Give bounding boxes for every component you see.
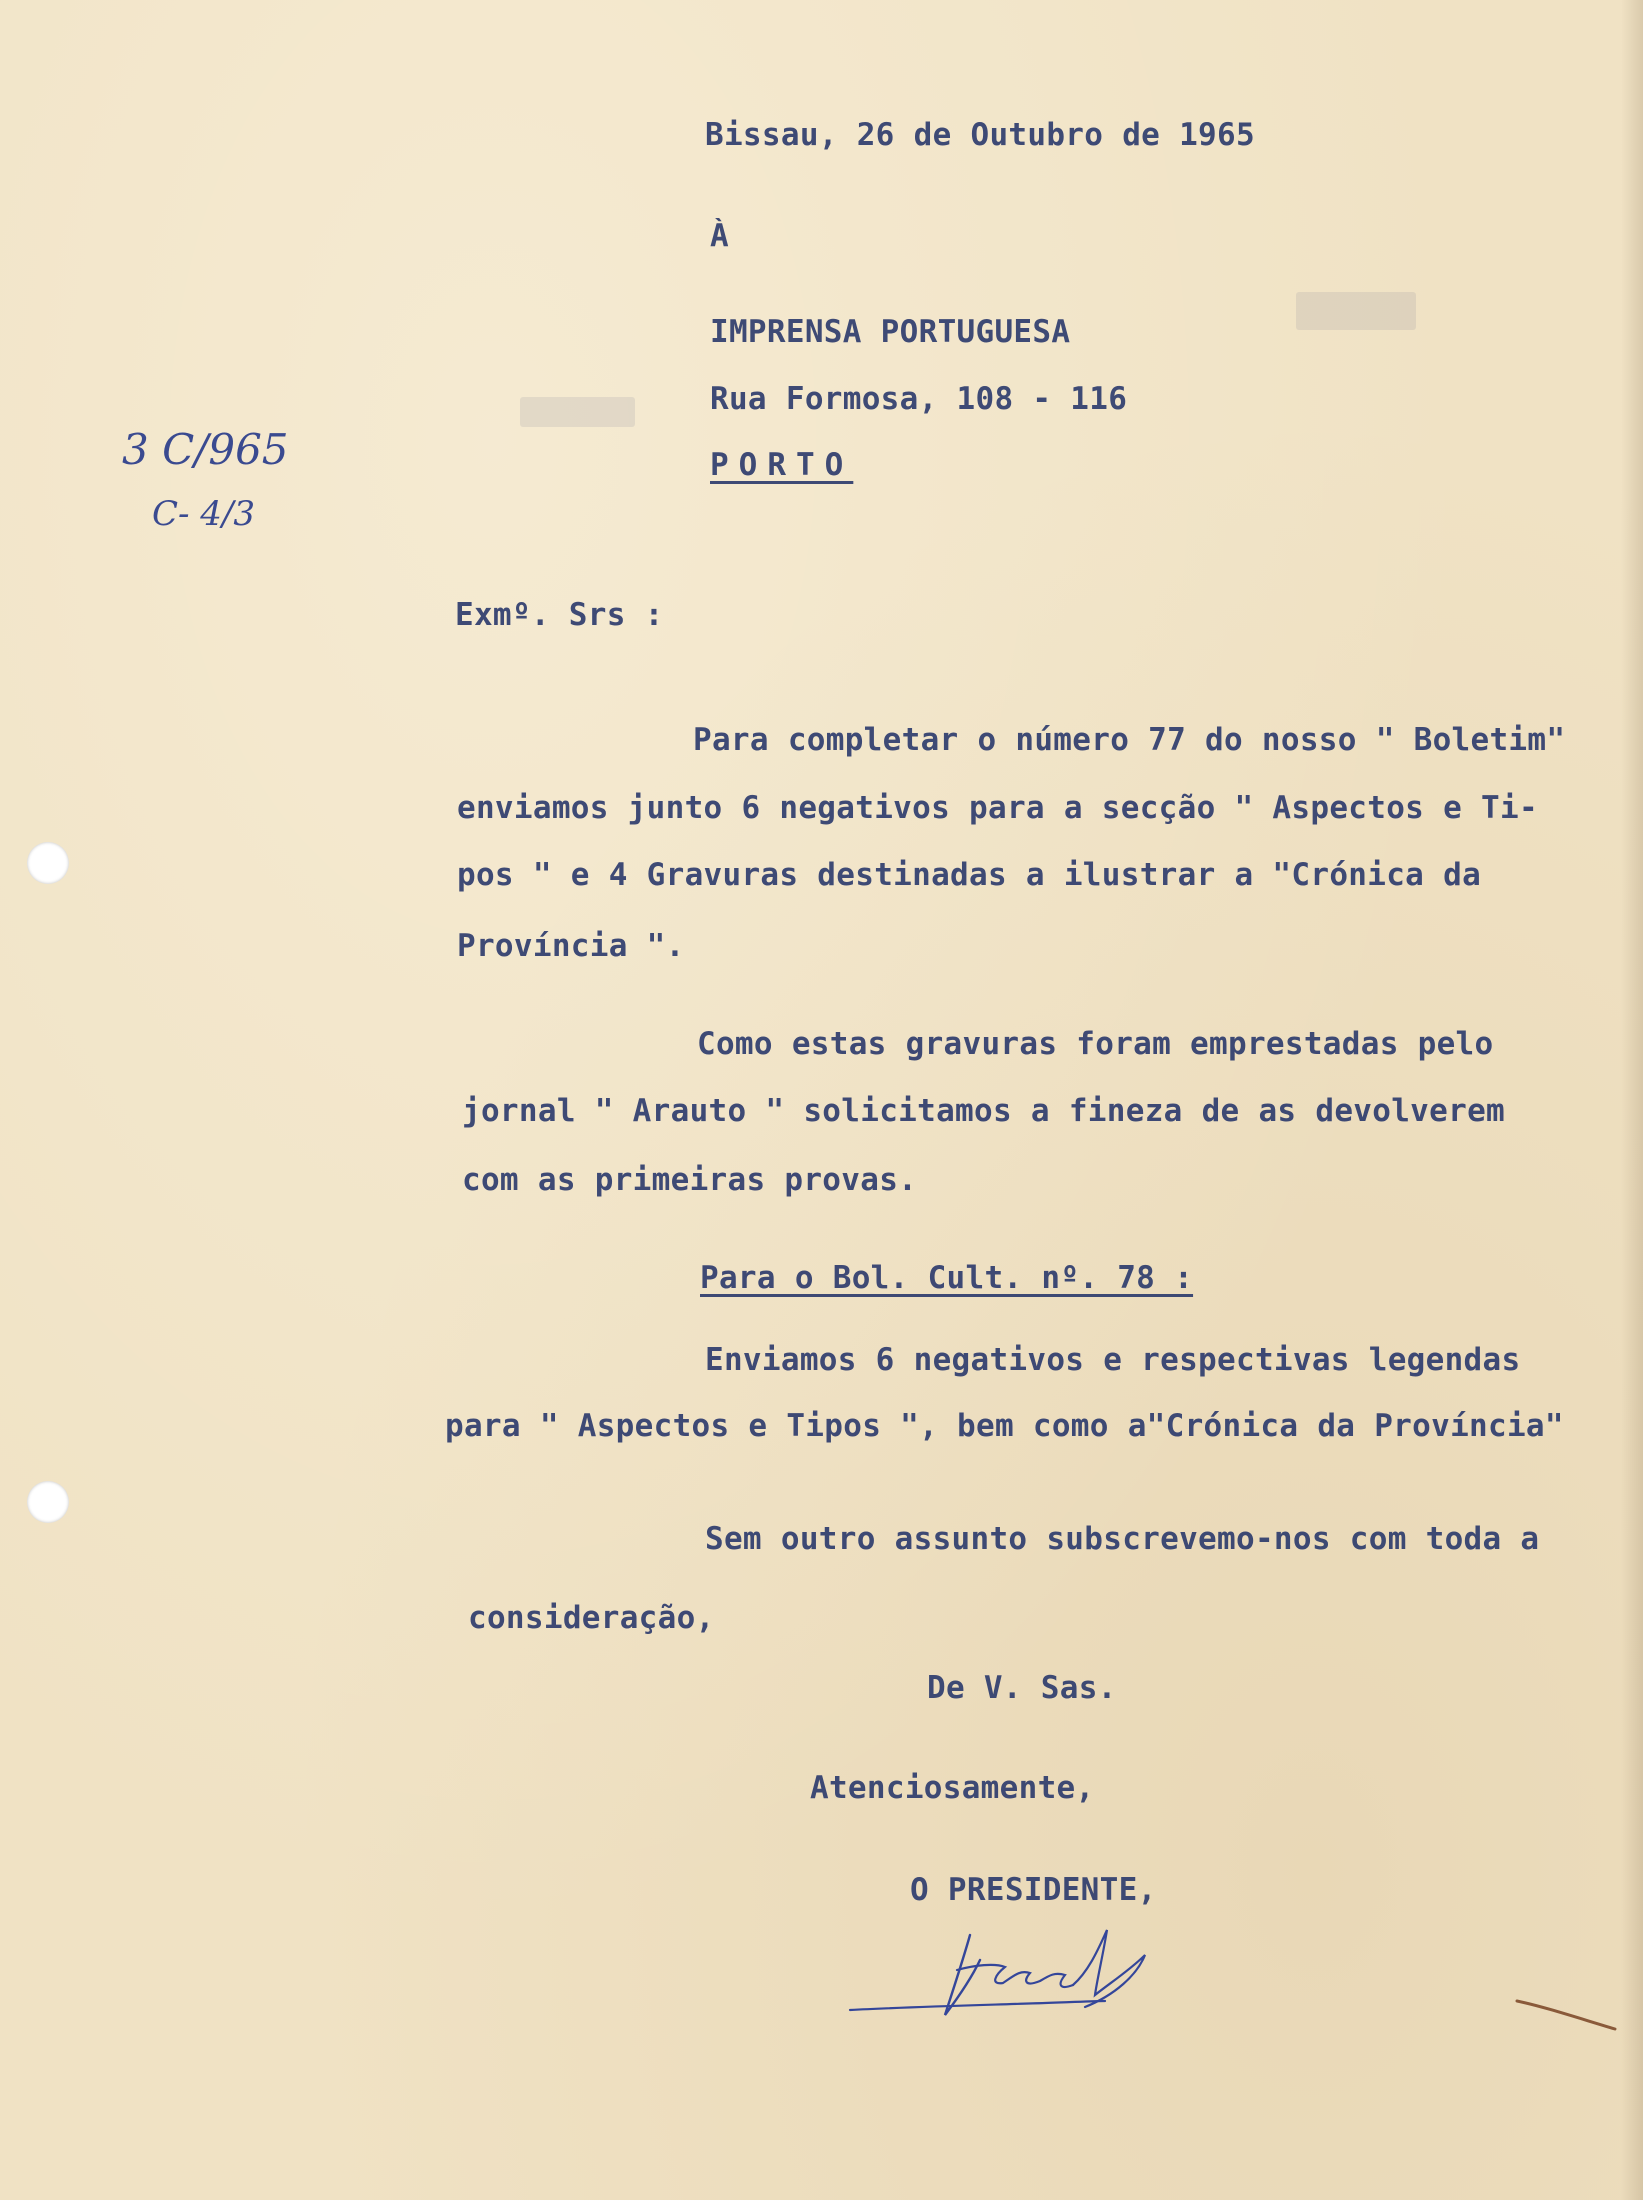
signatory-title: O PRESIDENTE, [910, 1872, 1157, 1908]
stamp-smudge [1296, 292, 1416, 330]
punch-hole-bottom [27, 1481, 69, 1523]
punch-hole-top [27, 842, 69, 884]
paragraph3-line1: Enviamos 6 negativos e respectivas legendas [705, 1342, 1521, 1378]
to-marker: À [710, 218, 729, 254]
paragraph2-line2: jornal " Arauto " solicitamos a fineza de as devolverem [462, 1093, 1505, 1129]
date-line: Bissau, 26 de Outubro de 1965 [705, 117, 1255, 153]
recipient-city: PORTO [710, 447, 854, 483]
paragraph4-line1: Sem outro assunto subscrevemo-nos com toda a [705, 1521, 1540, 1557]
paragraph1-line3: pos " e 4 Gravuras destinadas a ilustrar a "Crónica da [457, 857, 1482, 893]
paper-edge-shadow [1621, 0, 1643, 2200]
paragraph4-line2: consideração, [468, 1600, 715, 1636]
recipient-street: Rua Formosa, 108 - 116 [710, 381, 1128, 417]
paragraph1-line2: enviamos junto 6 negativos para a secção " Aspectos e Ti- [457, 790, 1538, 826]
closing-atenciosamente: Atenciosamente, [810, 1770, 1095, 1806]
paragraph1-line4: Província ". [457, 928, 685, 964]
handwritten-reference-line2: C- 4/3 [152, 494, 256, 534]
salutation: Exmº. Srs : [455, 597, 664, 633]
recipient-name: IMPRENSA PORTUGUESA [710, 314, 1071, 350]
handwritten-signature [845, 1915, 1185, 2035]
paragraph3-line2: para " Aspectos e Tipos ", bem como a"Crónica da Província" [445, 1408, 1564, 1444]
stray-pencil-mark [1515, 1995, 1625, 2035]
closing-de-v-sas: De V. Sas. [927, 1670, 1117, 1706]
paragraph2-line1: Como estas gravuras foram emprestadas pelo [697, 1026, 1494, 1062]
paragraph1-line1: Para completar o número 77 do nosso " Boletim" [693, 722, 1566, 758]
section-heading: Para o Bol. Cult. nº. 78 : [700, 1260, 1194, 1296]
paragraph2-line3: com as primeiras provas. [462, 1162, 918, 1198]
handwritten-reference-line1: 3 C/965 [122, 425, 289, 474]
stamp-smudge [520, 397, 635, 427]
